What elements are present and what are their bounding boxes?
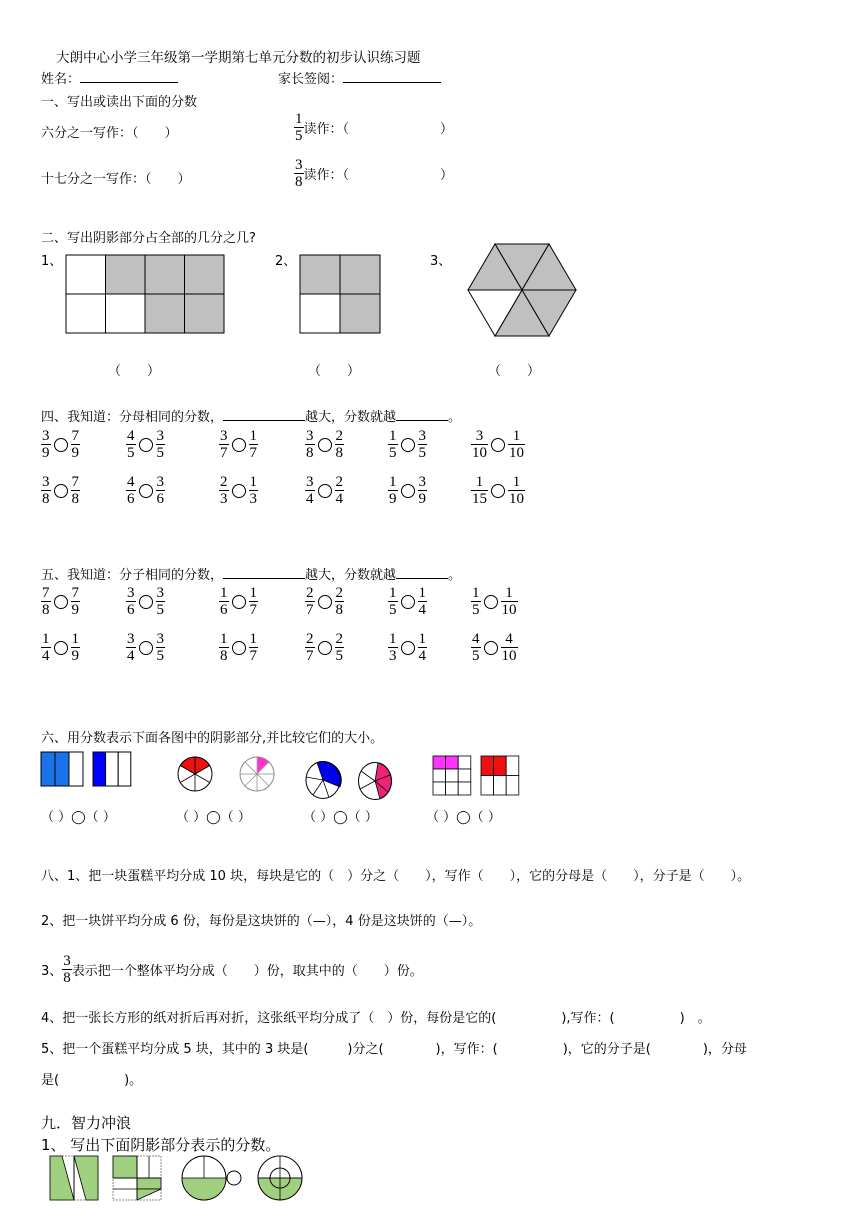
- fraction-left: $\frac{3}{10}$: [472, 428, 487, 461]
- fraction-compare-item[interactable]: [219, 585, 258, 618]
- fraction-compare-item[interactable]: [41, 631, 80, 664]
- grid-figure-c: [433, 756, 471, 795]
- compare-circle[interactable]: [484, 595, 498, 609]
- fraction-left: $\frac{1}{6}$: [220, 585, 228, 618]
- fraction-right: $\frac{2}{5}$: [335, 631, 343, 664]
- fraction-compare-item[interactable]: [305, 631, 344, 664]
- s8-q4[interactable]: 4、把一张长方形的纸对折后再对折，这张纸平均分成了（ ）份，每份是它的( ),写作：( ) 。: [41, 1011, 711, 1026]
- fraction-compare-item[interactable]: [388, 585, 427, 618]
- parent-sign-field[interactable]: [278, 68, 441, 87]
- fraction-compare-item[interactable]: [305, 428, 344, 461]
- fraction-left: $\frac{1}{15}$: [472, 474, 487, 507]
- fraction-compare-item[interactable]: [471, 631, 518, 664]
- parent-blank[interactable]: [343, 82, 441, 83]
- fraction-compare-item[interactable]: [41, 428, 80, 461]
- s8-q2[interactable]: 2、把一块饼平均分成 6 份，每份是这块饼的（—），4 份是这块饼的（—）。: [41, 914, 482, 929]
- fraction-compare-item[interactable]: [126, 585, 165, 618]
- section2-heading: 二、写出阴影部分占全部的几分之几?: [41, 231, 256, 246]
- fraction-left: $\frac{1}{5}$: [472, 585, 480, 618]
- compare-circle[interactable]: [318, 641, 332, 655]
- compare-circle[interactable]: [139, 641, 153, 655]
- fraction-left: $\frac{3}{9}$: [42, 428, 50, 461]
- fraction: $\frac{1}{5}$: [295, 111, 303, 144]
- fraction-compare-item[interactable]: [471, 585, 518, 618]
- fraction-left: $\frac{3}{8}$: [306, 428, 314, 461]
- bar-figure-a: [41, 752, 83, 786]
- circle-figure-a: [177, 756, 213, 792]
- q3-prefix: 3、: [41, 964, 63, 979]
- fraction-right: $\frac{1}{10}$: [509, 474, 524, 507]
- fraction-compare-item[interactable]: [219, 474, 258, 507]
- fraction-left: $\frac{1}{5}$: [389, 428, 397, 461]
- compare-circle[interactable]: [139, 595, 153, 609]
- s1-q3[interactable]: 十七分之一写作：（ ）: [41, 172, 191, 187]
- fraction-right: $\frac{1}{4}$: [418, 631, 426, 664]
- grid-figure-2: [300, 255, 380, 333]
- compare-circle[interactable]: [484, 641, 498, 655]
- s8-q3[interactable]: [41, 953, 423, 986]
- compare-circle[interactable]: [232, 484, 246, 498]
- compare-circle[interactable]: [54, 641, 68, 655]
- ring-figure: [256, 1154, 308, 1202]
- blank[interactable]: [396, 420, 448, 421]
- fraction-left: $\frac{2}{3}$: [220, 474, 228, 507]
- fraction-compare-item[interactable]: [41, 585, 80, 618]
- fraction-left: $\frac{2}{7}$: [306, 585, 314, 618]
- fraction-right: $\frac{2}{4}$: [335, 474, 343, 507]
- parent-label: 家长签阅：: [278, 72, 344, 87]
- s2-answer-3[interactable]: （ ）: [488, 364, 541, 379]
- compare-circle[interactable]: [401, 438, 415, 452]
- compare-circle[interactable]: [232, 641, 246, 655]
- section4-heading: 四、我知道：分母相同的分数， 越大，分数就越 。: [41, 410, 462, 425]
- s6-compare-2[interactable]: （ ）◯（ ）: [176, 810, 251, 825]
- fraction-right: $\frac{1}{7}$: [249, 585, 257, 618]
- fraction: $\frac{3}{8}$: [63, 953, 71, 986]
- fraction-compare-item[interactable]: [388, 428, 427, 461]
- s8-q1[interactable]: 八、1、把一块蛋糕平均分成 10 块，每块是它的（ ）分之（ ），写作（ ），它的分母是（ ），分子是（ ）。: [41, 869, 751, 884]
- fraction-right: $\frac{3}{6}$: [156, 474, 164, 507]
- fraction-right: $\frac{3}{9}$: [418, 474, 426, 507]
- square-pieces-figure: [113, 1156, 163, 1202]
- compare-circle[interactable]: [401, 641, 415, 655]
- fraction-right: $\frac{3}{5}$: [156, 428, 164, 461]
- s6-compare-3[interactable]: （ ）◯（ ）: [303, 810, 378, 825]
- compare-circle[interactable]: [139, 484, 153, 498]
- s2-answer-1[interactable]: （ ）: [108, 364, 161, 379]
- name-field[interactable]: [41, 68, 178, 87]
- grid-figure-1: [66, 255, 224, 333]
- fraction-right: $\frac{2}{8}$: [335, 428, 343, 461]
- s2-label-2: 2、: [275, 254, 297, 269]
- q3-text: 表示把一个整体平均分成（ ）份，取其中的（ ）份。: [71, 964, 423, 979]
- page-title: 大朗中心小学三年级第一学期第七单元分数的初步认识练习题: [56, 50, 421, 66]
- bar-figure-b: [93, 752, 131, 786]
- fraction-left: $\frac{7}{8}$: [42, 585, 50, 618]
- s2-answer-2[interactable]: （ ）: [308, 364, 361, 379]
- s8-q5-line2[interactable]: 是( )。: [41, 1073, 143, 1088]
- section1-heading: 一、写出或读出下面的分数: [41, 95, 198, 110]
- fraction-left: $\frac{3}{7}$: [220, 428, 228, 461]
- hexagon-figure: [468, 244, 576, 336]
- fraction-left: $\frac{3}{6}$: [127, 585, 135, 618]
- blank[interactable]: [396, 578, 448, 579]
- fraction-left: $\frac{1}{9}$: [389, 474, 397, 507]
- fraction-right: $\frac{7}{9}$: [71, 428, 79, 461]
- fraction-right: $\frac{4}{10}$: [501, 631, 517, 664]
- blank[interactable]: [223, 578, 305, 579]
- fraction-right: $\frac{1}{10}$: [501, 585, 517, 618]
- fraction-compare-item[interactable]: [471, 474, 525, 507]
- fraction-right: $\frac{3}{5}$: [156, 631, 164, 664]
- fraction-compare-item[interactable]: [219, 428, 258, 461]
- section6-heading: 六、用分数表示下面各图中的阴影部分,并比较它们的大小。: [41, 731, 384, 746]
- s6-compare-1[interactable]: （ ）◯（ ）: [41, 810, 116, 825]
- compare-circle[interactable]: [318, 595, 332, 609]
- fraction-left: $\frac{3}{8}$: [42, 474, 50, 507]
- fraction: $\frac{3}{8}$: [295, 157, 303, 190]
- fraction-right: $\frac{7}{9}$: [71, 585, 79, 618]
- fraction-right: $\frac{3}{5}$: [156, 585, 164, 618]
- compare-circle[interactable]: [491, 438, 505, 452]
- circle-figure-c: [304, 760, 342, 800]
- fraction-compare-item[interactable]: [471, 428, 525, 461]
- name-blank[interactable]: [80, 82, 178, 83]
- fraction-right: $\frac{7}{8}$: [71, 474, 79, 507]
- fraction-compare-item[interactable]: [388, 631, 427, 664]
- fraction-compare-item[interactable]: [305, 585, 344, 618]
- s2-label-3: 3、: [430, 254, 452, 269]
- fraction-left: $\frac{3}{4}$: [127, 631, 135, 664]
- s2-label-1: 1、: [41, 254, 63, 269]
- fraction-right: $\frac{1}{10}$: [509, 428, 524, 461]
- circle-figure-d: [357, 761, 393, 801]
- compare-circle[interactable]: [318, 438, 332, 452]
- compare-circle[interactable]: [54, 484, 68, 498]
- name-label: 姓名：: [41, 72, 81, 87]
- fraction-left: $\frac{4}{6}$: [127, 474, 135, 507]
- fraction-right: $\frac{1}{7}$: [249, 631, 257, 664]
- compare-circle[interactable]: [54, 438, 68, 452]
- fraction-compare-item[interactable]: [126, 631, 165, 664]
- blank[interactable]: [223, 420, 305, 421]
- section5-heading: 五、我知道：分子相同的分数， 越大，分数就越 。: [41, 568, 462, 583]
- fraction-left: $\frac{1}{5}$: [389, 585, 397, 618]
- fraction-right: $\frac{1}{3}$: [249, 474, 257, 507]
- read-as-text: 读作：（ ）: [303, 168, 454, 183]
- fraction-compare-item[interactable]: [126, 428, 165, 461]
- s8-q5-line1[interactable]: 5、把一个蛋糕平均分成 5 块，其中的 3 块是( )分之( )，写作：( )，它的分子是( )，分母: [41, 1042, 747, 1057]
- half-circle-figure: [180, 1154, 244, 1202]
- compare-circle[interactable]: [401, 595, 415, 609]
- s1-q4[interactable]: [294, 157, 453, 190]
- fraction-compare-item[interactable]: [126, 474, 165, 507]
- compare-circle[interactable]: [232, 438, 246, 452]
- s6-compare-4[interactable]: （ ）◯（ ）: [426, 810, 501, 825]
- s1-q2[interactable]: [294, 111, 453, 144]
- circle-figure-b: [239, 756, 275, 792]
- fraction-compare-item[interactable]: [305, 474, 344, 507]
- s1-q1[interactable]: 六分之一写作：（ ）: [41, 126, 178, 141]
- fraction-left: $\frac{3}{4}$: [306, 474, 314, 507]
- fraction-compare-item[interactable]: [219, 631, 258, 664]
- compare-circle[interactable]: [232, 595, 246, 609]
- fraction-left: $\frac{1}{3}$: [389, 631, 397, 664]
- compare-circle[interactable]: [139, 438, 153, 452]
- fraction-left: $\frac{2}{7}$: [306, 631, 314, 664]
- compare-circle[interactable]: [401, 484, 415, 498]
- compare-circle[interactable]: [54, 595, 68, 609]
- fraction-compare-item[interactable]: [388, 474, 427, 507]
- compare-circle[interactable]: [318, 484, 332, 498]
- section9-q1: 1、 写出下面阴影部分表示的分数。: [41, 1136, 281, 1154]
- grid-figure-d: [481, 756, 519, 795]
- fraction-left: $\frac{1}{4}$: [42, 631, 50, 664]
- fraction-right: $\frac{2}{8}$: [335, 585, 343, 618]
- fraction-right: $\frac{1}{4}$: [418, 585, 426, 618]
- rectangle-diagonal-figure: [50, 1156, 100, 1202]
- fraction-left: $\frac{4}{5}$: [472, 631, 480, 664]
- fraction-compare-item[interactable]: [41, 474, 80, 507]
- compare-circle[interactable]: [491, 484, 505, 498]
- read-as-text: 读作：（ ）: [303, 122, 454, 137]
- fraction-right: $\frac{3}{5}$: [418, 428, 426, 461]
- fraction-left: $\frac{1}{8}$: [220, 631, 228, 664]
- section9-heading: 九．智力冲浪: [41, 1114, 132, 1132]
- fraction-right: $\frac{1}{7}$: [249, 428, 257, 461]
- fraction-left: $\frac{4}{5}$: [127, 428, 135, 461]
- fraction-right: $\frac{1}{9}$: [71, 631, 79, 664]
